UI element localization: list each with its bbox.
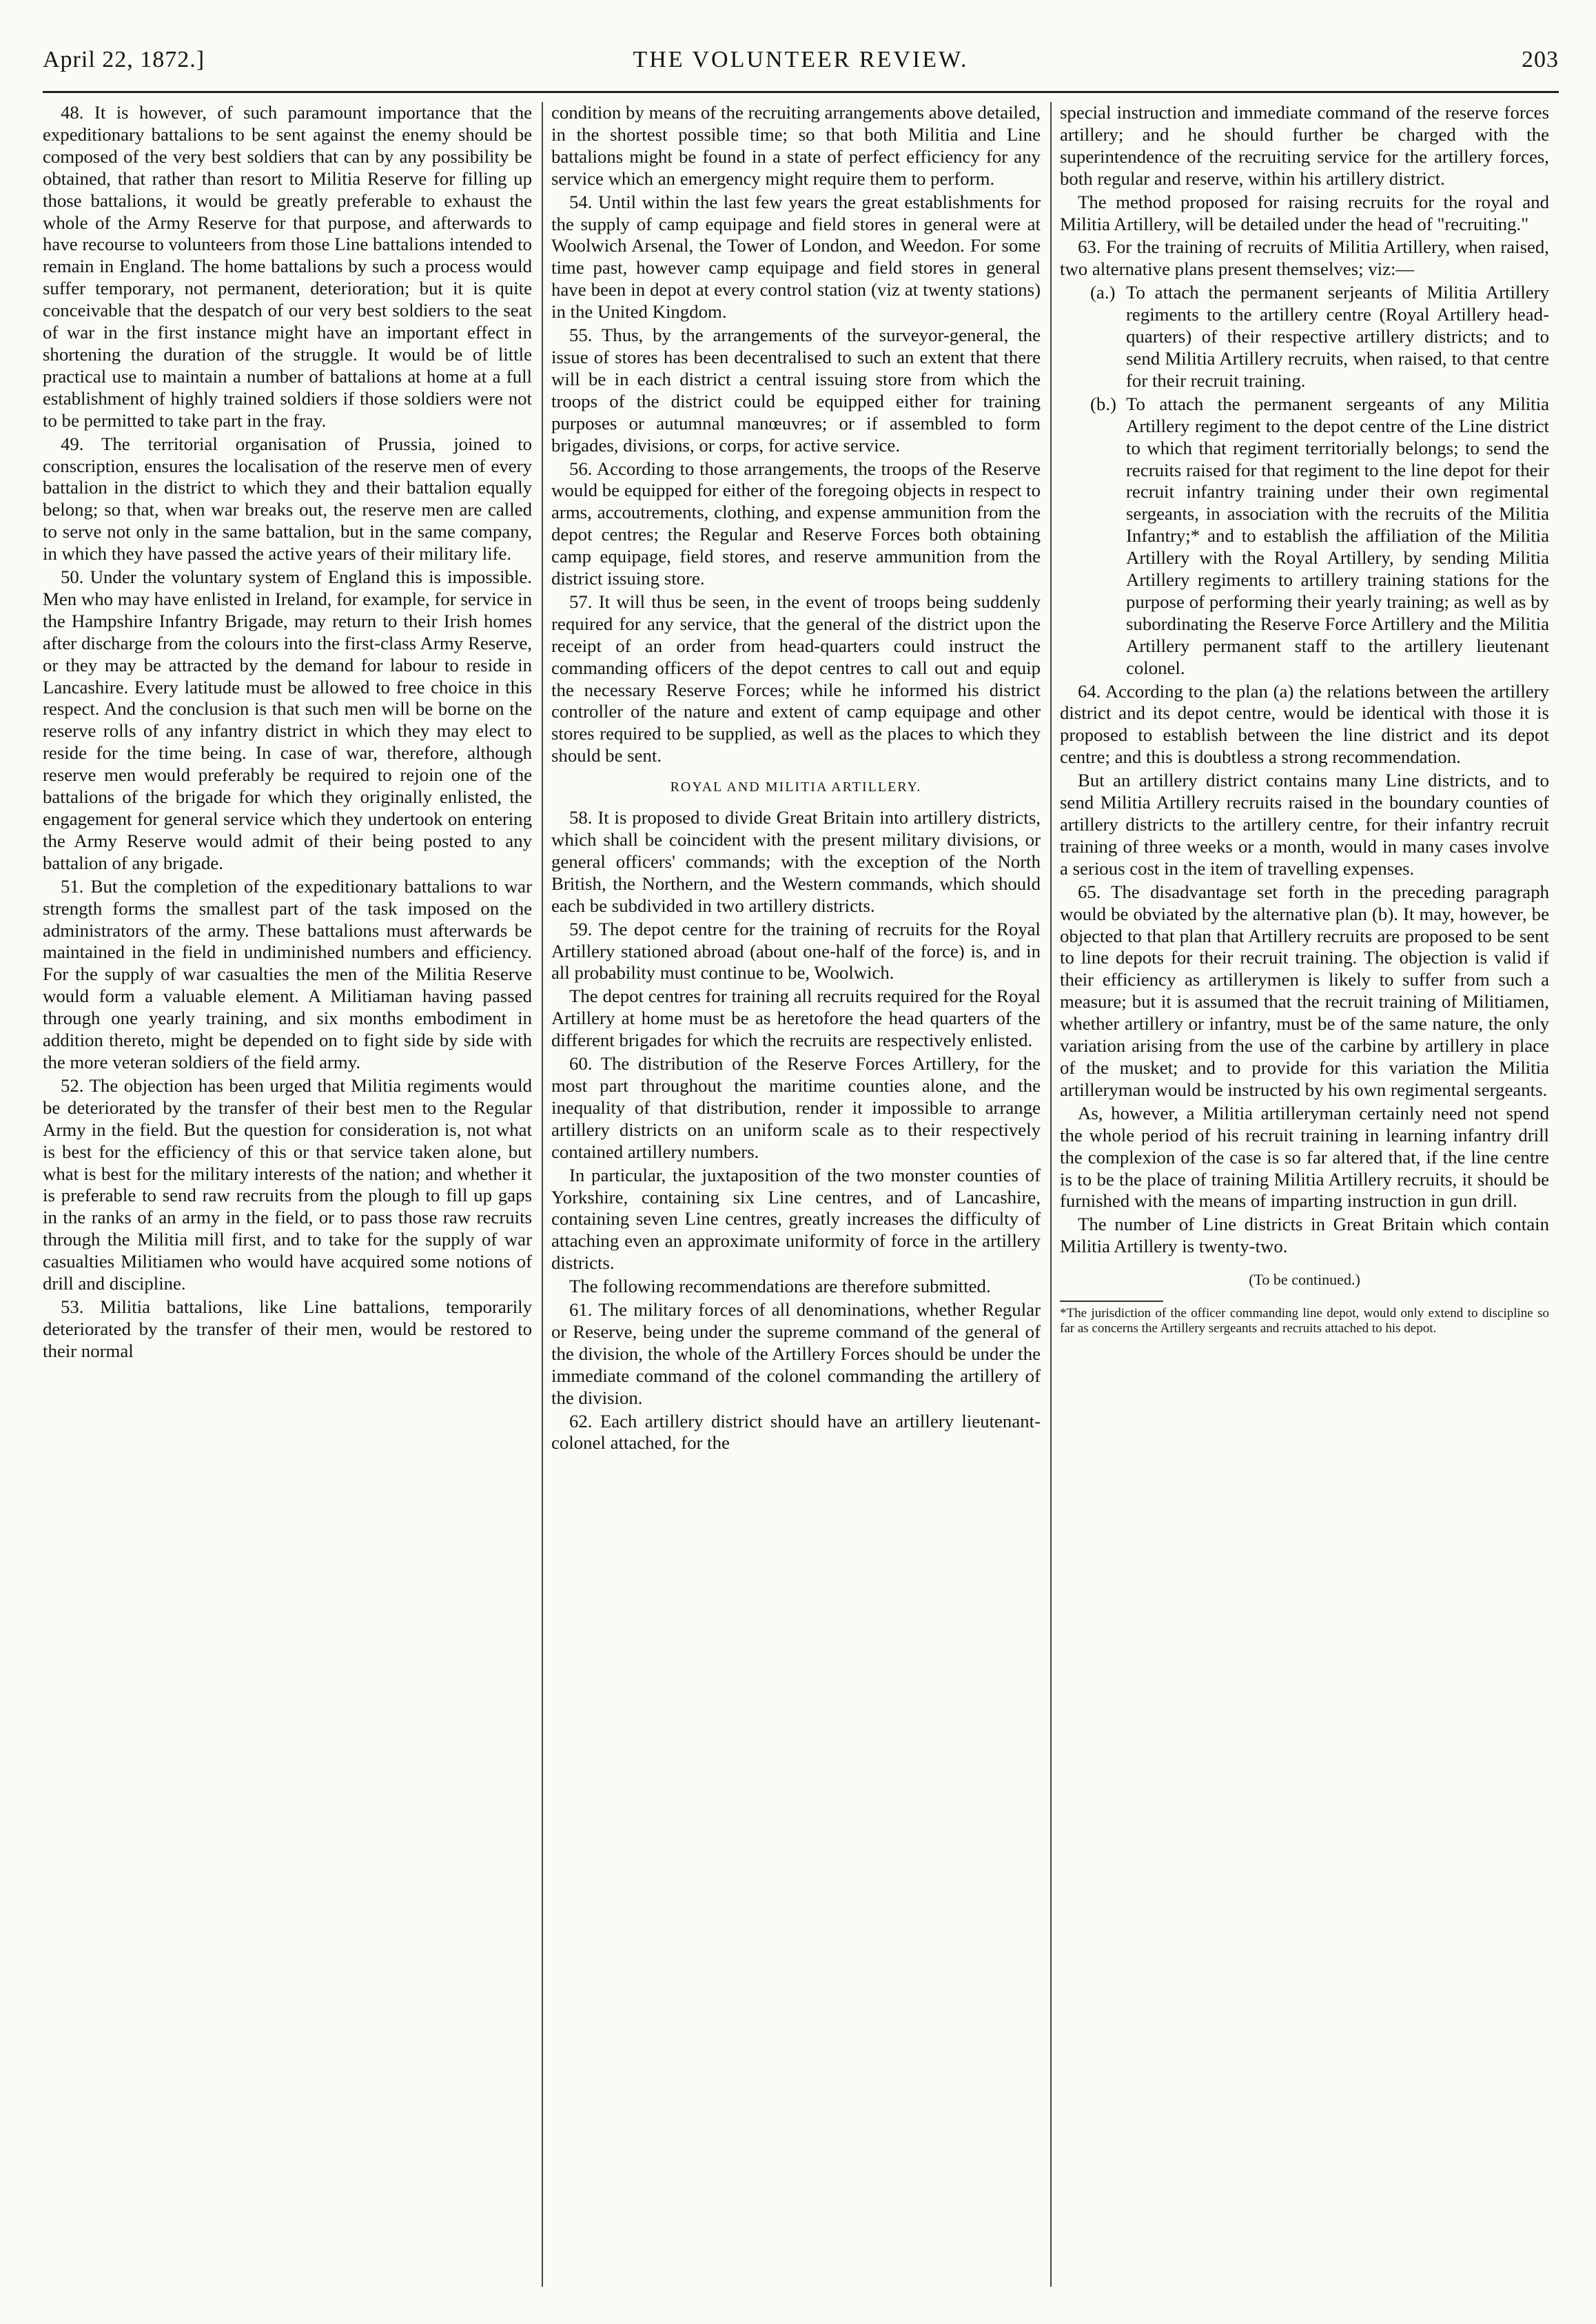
paragraph: 65. The disadvantage set forth in the preceding paragraph would be obviated by the alternative plan (b). It may, however, be objected to that plan that Artillery recruits are proposed to be sent to line depots for their recruit training. The objection is valid if their efficiency as artillerymen is likely to suffer from such a measure; but it is assumed that the recruit training of Militiamen, whether artillery or infantry, must be of the same nature, the only variation arising from the use of the carbine by artillery in place of the musket; and to provide for this variation the Militia artilleryman would be instructed by his own regimental sergeants.: [1060, 881, 1549, 1100]
item-label: (b.): [1090, 393, 1116, 414]
paragraph: 58. It is proposed to divide Great Britain into artillery districts, which shall be coincident with the present military divisions, or general officers' commands; with the exception of the North British, the Northern, and the Western commands, which should each be subdivided in two artillery districts.: [551, 807, 1041, 916]
column-divider: [1050, 102, 1052, 2287]
paragraph: The following recommendations are therefore submitted.: [569, 1276, 991, 1297]
paragraph: 60. The distribution of the Reserve Forces Artillery, for the most part throughout the maritime counties alone, and the inequality of that distribution, render it impossible to arrange artillery districts on an uniform scale as to their respectively contained artillery numbers.: [551, 1053, 1041, 1162]
page-header: [43, 47, 1559, 88]
paragraph: 63. For the training of recruits of Militia Artillery, when raised, two alternative plans present themselves; viz:—: [1060, 236, 1549, 280]
header-rule: [43, 91, 1559, 93]
paragraph: special instruction and immediate command of the reserve forces artillery; and he should further be charged with the superintendence of the recruiting service for the artillery forces, both regular and reserve, within his artillery district.: [1060, 102, 1549, 189]
column-3: [1060, 102, 1549, 2290]
paragraph: The depot centres for training all recruits required for the Royal Artillery at home must be as heretofore the head quarters of the different brigades for which the recruits are respectively enlisted.: [551, 986, 1041, 1051]
paragraph: The method proposed for raising recruits for the royal and Militia Artillery, will be detailed under the head of "recruiting.": [1060, 191, 1549, 234]
paragraph: In particular, the juxtaposition of the two monster counties of Yorkshire, containing six Line centres, and of Lancashire, containing seven Line centres, greatly increases the difficulty of attaching even an approximate uniformity of force in the artillery districts.: [551, 1164, 1041, 1274]
paragraph: 55. Thus, by the arrangements of the surveyor-general, the issue of stores has been decentralised to such an extent that there will be in each district a central issuing store from which the troops of the district could be equipped either for training purposes or autumnal manœuvres; or if assembled to form brigades, divisions, or corps, for active service.: [551, 325, 1041, 456]
paragraph: 64. According to the plan (a) the relations between the artillery district and its depot centre, would be identical with those it is proposed to establish between the line district and its depot centre; and this is doubtless a strong recommendation.: [1060, 680, 1549, 768]
paragraph: 50. Under the voluntary system of England this is impossible. Men who may have enlisted in Ireland, for example, for service in the Hampshire Infantry Brigade, may return to their Irish homes after discharge from the colours into the first-class Army Reserve, or they may be attracted by the demand for labour to reside in Lancashire. Every latitude must be allowed to free choice in this respect. And the conclusion is that such men will be borne on the reserve rolls of any infantry district in which they may elect to reside for the time being. In case of war, therefore, although reserve men would preferably be required to rejoin one of the battalions of the brigade for which they originally enlisted, the engagement for general service which they undertook on entering the Army Reserve would admit of their being posted to any battalion of any brigade.: [43, 567, 532, 873]
paragraph: 62. Each artillery district should have an artillery lieutenant-colonel attached, for the: [551, 1410, 1041, 1454]
footnote: *The jurisdiction of the officer commanding line depot, would only extend to discipline so far as concerns the Artillery sergeants and recruits attached to his depot.: [1060, 1306, 1549, 1336]
paragraph: 52. The objection has been urged that Militia regiments would be deteriorated by the transfer of their best men to the Regular Army in the field. But the question for consideration is, not what is best for the efficiency of this or that service taken alone, but what is best for the military interests of the nation; and whether it is preferable to send raw recruits from the plough to fill up gaps in the ranks of an army in the field, or to pass those raw recruits through the Militia mill first, and to take for the supply of war casualties Militiamen who would have acquired some notions of drill and discipline.: [43, 1074, 532, 1294]
paragraph: 57. It will thus be seen, in the event of troops being suddenly required for any service, that the general of the district upon the receipt of an order from head-quarters could instruct the commanding officers of the depot centres to call out and equip the necessary Reserve Forces; while he informed his district controller of the nature and extent of camp equipage and other stores required to be supplied, as well as the places to which they should be sent.: [551, 591, 1041, 766]
item-label: (a.): [1090, 282, 1116, 303]
column-1: [43, 102, 532, 2290]
section-heading: ROYAL AND MILITIA ARTILLERY.: [670, 779, 922, 795]
paragraph: The number of Line districts in Great Britain which contain Militia Artillery is twenty-two.: [1060, 1214, 1549, 1257]
paragraph: condition by means of the recruiting arrangements above detailed, in the shortest possible time; so that both Militia and Line battalions might be found in a state of perfect efficiency for any service which an emergency might require them to perform.: [551, 102, 1041, 189]
item-text: To attach the permanent serjeants of Militia Artillery regiments to the artillery centre (Royal Artillery head-quarters) of their respective artillery districts; and to send Militia Artillery recruits, when raised, to that centre for their recruit training.: [1126, 282, 1549, 391]
paragraph: 48. It is however, of such paramount importance that the expeditionary battalions to be sent against the enemy should be composed of the very best soldiers that can by any possibility be obtained, that rather than resort to Militia Reserve for filling up those battalions, it would be greatly preferable to exhaust the whole of the Army Reserve for that purpose, and afterwards to have recourse to volunteers from those Line battalions intended to remain in England. The home battalions by such a process would suffer temporary, not permanent, deterioration; but it is quite conceivable that the despatch of our very best soldiers to the seat of war in the first instance might have an important effect in shortening the duration of the struggle. It would be of little practical use to maintain a number of battalions at home at a full establishment of highly trained soldiers if those soldiers were not to be permitted to take part in the fray.: [43, 102, 532, 431]
paragraph: 61. The military forces of all denominations, whether Regular or Reserve, being under the supreme command of the general of the division, the whole of the Artillery Forces should be under the immediate command of the colonel commanding the artillery of the division.: [551, 1299, 1041, 1408]
paragraph: 59. The depot centre for the training of recruits for the Royal Artillery stationed abroad (about one-half of the force) is, and in all probability must continue to be, Woolwich.: [551, 918, 1041, 983]
issue-date: April 22, 1872.]: [43, 47, 205, 72]
paragraph: As, however, a Militia artilleryman certainly need not spend the whole period of his recruit training in learning infantry drill the complexion of the case is so far altered that, if the line centre is to be the place of training Militia Artillery recruits, it should be furnished with the means of imparting instruction in gun drill.: [1060, 1102, 1549, 1212]
column-2: [551, 102, 1041, 2290]
list-item: [1090, 282, 1549, 392]
continued-note: (To be continued.): [1249, 1271, 1360, 1289]
item-text: To attach the permanent sergeants of any Militia Artillery regiment to the depot centre of the Line district to which that regiment territorially belongs; to send the recruits raised for that regiment to the line depot for their recruit infantry training under their own regimental sergeants, in association with the recruits of the Militia Infantry;* and to establish the affiliation of the Militia Artillery with the Royal Artillery, by sending Militia Artillery regiments to artillery training stations for the purpose of performing their yearly training; as well as by subordinating the Reserve Force Artillery and the Militia Artillery permanent staff to the artillery lieutenant colonel.: [1126, 393, 1549, 678]
list-item: [1090, 394, 1549, 680]
footnote-rule: [1060, 1301, 1163, 1302]
paragraph: 49. The territorial organisation of Prussia, joined to conscription, ensures the localisation of the reserve men of every battalion in the district to which they and their battalion equally belong; so that, when war breaks out, the reserve men are called to serve not only in the same battalion, but in the same company, in which they have passed the active years of their military life.: [43, 433, 532, 564]
paragraph: 54. Until within the last few years the great establishments for the supply of camp equipage and field stores in general were at Woolwich Arsenal, the Tower of London, and Weedon. For some time past, however camp equipage and field stores in general have been in depot at every control station (viz at twenty stations) in the United Kingdom.: [551, 191, 1041, 323]
paragraph: 53. Militia battalions, like Line battalions, temporarily deteriorated by the transfer of their men, would be restored to their normal: [43, 1296, 532, 1361]
paragraph: 51. But the completion of the expeditionary battalions to war strength forms the smallest part of the task imposed on the administrators of the army. These battalions must afterwards be maintained in the field in undiminished numbers and efficiency. For the supply of war casualties the men of the Militia Reserve would form a valuable element. A Militiaman having passed through one yearly training, and six months embodiment in addition thereto, might be depended on to fight side by side with the more veteran soldiers of the field army.: [43, 875, 532, 1072]
paragraph: But an artillery district contains many Line districts, and to send Militia Artillery recruits raised in the boundary counties of artillery districts to the artillery centre, for their infantry recruit training of three weeks or a month, would in many cases involve a serious cost in the item of travelling expenses.: [1060, 770, 1549, 879]
publication-title: THE VOLUNTEER REVIEW.: [633, 47, 969, 72]
page-number: 203: [1522, 47, 1559, 72]
paragraph: 56. According to those arrangements, the troops of the Reserve would be equipped for either of the foregoing objects in respect to arms, accoutrements, clothing, and expense ammunition from the depot centres; the Regular and Reserve Forces both obtaining camp equipage, field stores, and reserve ammunition from the district issuing store.: [551, 458, 1041, 589]
column-divider: [542, 102, 543, 2287]
